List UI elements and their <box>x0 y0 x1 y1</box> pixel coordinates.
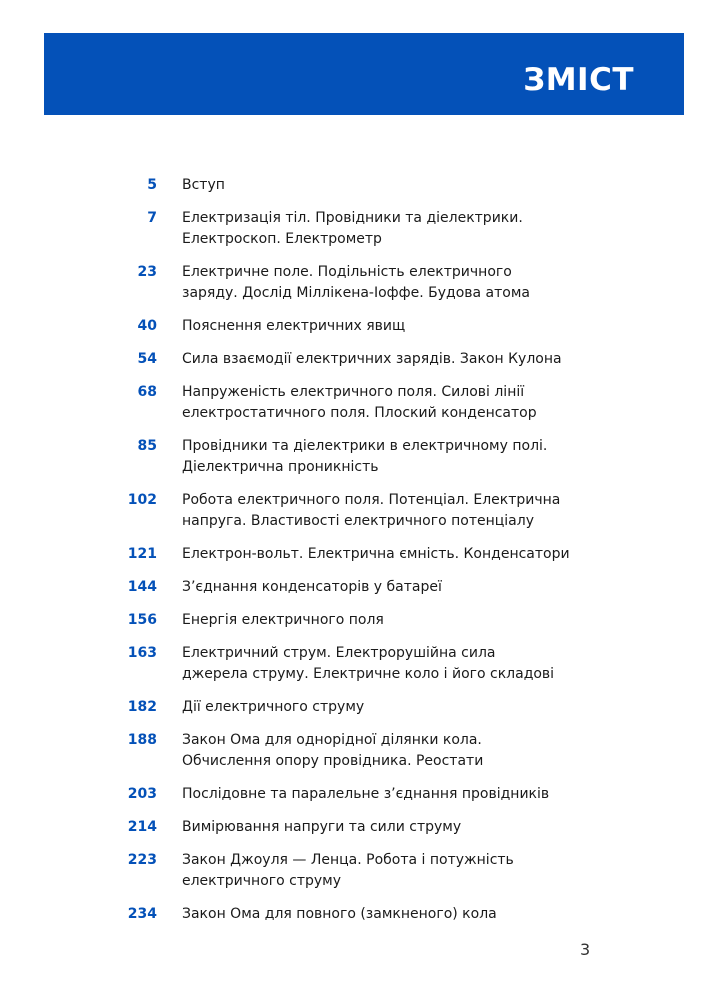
toc-entry-title <box>182 316 602 337</box>
toc-page-number: 40 <box>137 318 157 334</box>
toc-entry-title-line: Енергія електричного поля <box>182 612 384 628</box>
toc-entry <box>0 643 728 685</box>
toc-entry-title-line: Електричний струм. Електрорушійна сила <box>182 645 496 661</box>
toc-page-number: 121 <box>127 546 157 562</box>
toc-page-number: 203 <box>127 786 157 802</box>
toc-entry-title-line: Напруженість електричного поля. Силові лінії <box>182 384 525 400</box>
toc-entry-title-line: джерела струму. Електричне коло і його складові <box>182 666 555 682</box>
toc-page-number: 85 <box>137 438 157 454</box>
toc-entry-title-line: З’єднання конденсаторів у батареї <box>182 579 442 595</box>
toc-entry <box>0 577 728 598</box>
toc-entry-title <box>182 730 602 772</box>
toc-entry <box>0 382 728 424</box>
toc-page-number: 54 <box>137 351 157 367</box>
toc-entry <box>0 817 728 838</box>
toc-page-number: 156 <box>127 612 157 628</box>
toc-page-number: 7 <box>147 210 157 226</box>
toc-entry-title-line: Закон Ома для повного (замкненого) кола <box>182 906 497 922</box>
toc-entry <box>0 316 728 337</box>
toc-entry-title-line: електричного струму <box>182 873 342 889</box>
page-title: ЗМІСТ <box>523 62 634 98</box>
toc-entry <box>0 349 728 370</box>
toc-page-number: 68 <box>137 384 157 400</box>
toc-entry-title-line: Вимірювання напруги та сили струму <box>182 819 462 835</box>
toc-entry-title-line: Закон Ома для однорідної ділянки кола. <box>182 732 482 748</box>
toc-entry-title <box>182 349 602 370</box>
toc-entry-title-line: Електроскоп. Електрометр <box>182 231 382 247</box>
toc-entry-title <box>182 697 602 718</box>
toc-entry-title <box>182 643 602 685</box>
toc-entry <box>0 208 728 250</box>
toc-entry <box>0 262 728 304</box>
toc-page-number: 5 <box>147 177 157 193</box>
toc-page-number: 223 <box>127 852 157 868</box>
toc-entry-title-line: Електрон-вольт. Електрична ємність. Конденсатори <box>182 546 570 562</box>
toc-entry-title-line: Робота електричного поля. Потенціал. Електрична <box>182 492 561 508</box>
toc-entry-title <box>182 610 602 631</box>
toc-entry-title-line: Пояснення електричних явищ <box>182 318 406 334</box>
toc-entry-title <box>182 850 602 892</box>
toc-entry-title <box>182 817 602 838</box>
toc-entry-title-line: Вступ <box>182 177 225 193</box>
toc-entry-title-line: Провідники та діелектрики в електричному полі. <box>182 438 548 454</box>
toc-entry-title <box>182 544 602 565</box>
toc-entry <box>0 850 728 892</box>
toc-entry <box>0 904 728 925</box>
toc-entry-title <box>182 175 602 196</box>
toc-page-number: 214 <box>127 819 157 835</box>
toc-page-number: 188 <box>127 732 157 748</box>
toc-entry-title-line: Сила взаємодії електричних зарядів. Закон Кулона <box>182 351 562 367</box>
toc-page-number: 23 <box>137 264 157 280</box>
toc-entry-title <box>182 490 602 532</box>
toc-entry-title-line: електростатичного поля. Плоский конденсатор <box>182 405 537 421</box>
toc-entry <box>0 544 728 565</box>
toc-page-number: 234 <box>127 906 157 922</box>
toc-entry-title-line: Послідовне та паралельне з’єднання провідників <box>182 786 550 802</box>
toc-entry <box>0 730 728 772</box>
toc-entry-title-line: Електричне поле. Подільність електричного <box>182 264 512 280</box>
toc-entry-title <box>182 577 602 598</box>
toc-entry-title-line: Електризація тіл. Провідники та діелектрики. <box>182 210 523 226</box>
toc-entry-title-line: Діелектрична проникність <box>182 459 379 475</box>
toc-entry <box>0 436 728 478</box>
toc-page-number: 144 <box>127 579 157 595</box>
toc-entry-title <box>182 262 602 304</box>
toc-entry-title <box>182 784 602 805</box>
table-of-contents <box>0 175 728 937</box>
toc-entry <box>0 175 728 196</box>
toc-page-number: 163 <box>127 645 157 661</box>
toc-entry-title-line: Дії електричного струму <box>182 699 365 715</box>
page-number: 3 <box>580 940 591 959</box>
toc-entry-title <box>182 436 602 478</box>
toc-entry-title-line: заряду. Дослід Міллікена-Іоффе. Будова атома <box>182 285 530 301</box>
toc-entry-title <box>182 208 602 250</box>
toc-entry <box>0 697 728 718</box>
toc-entry-title-line: Обчислення опору провідника. Реостати <box>182 753 484 769</box>
toc-entry-title-line: напруга. Властивості електричного потенціалу <box>182 513 534 529</box>
toc-page-number: 102 <box>127 492 157 508</box>
toc-entry <box>0 490 728 532</box>
toc-entry-title-line: Закон Джоуля — Ленца. Робота і потужність <box>182 852 514 868</box>
toc-entry-title <box>182 382 602 424</box>
toc-entry <box>0 784 728 805</box>
toc-entry <box>0 610 728 631</box>
toc-entry-title <box>182 904 602 925</box>
toc-page-number: 182 <box>127 699 157 715</box>
